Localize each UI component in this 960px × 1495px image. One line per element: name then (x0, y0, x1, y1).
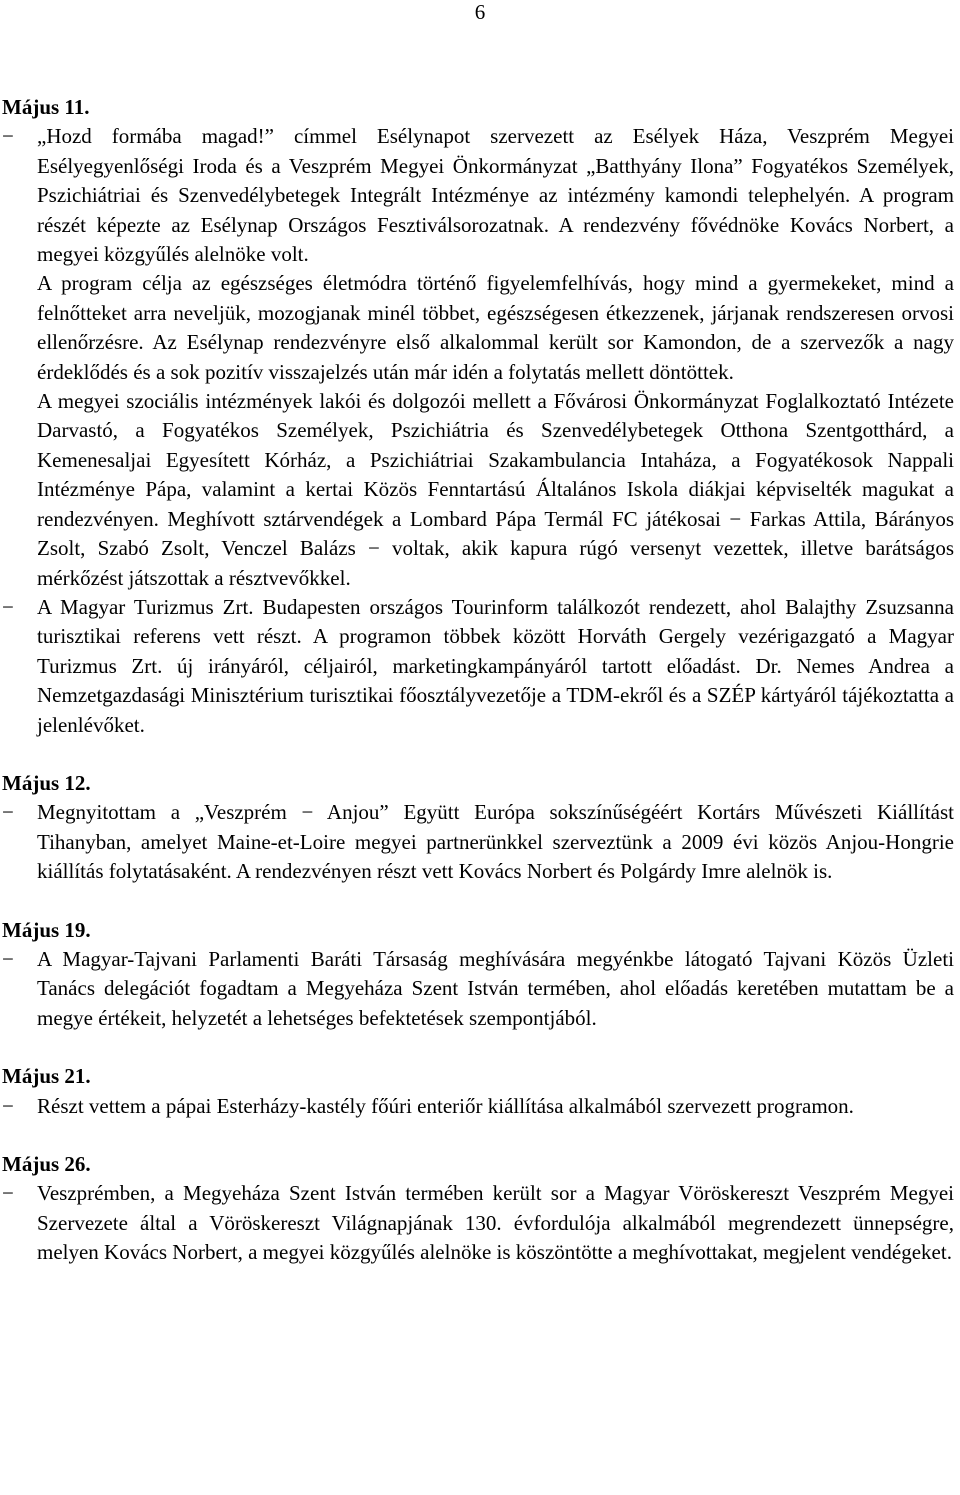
list-item (2, 1092, 954, 1121)
dash-bullet: − (2, 1093, 14, 1118)
list-item (2, 593, 954, 740)
section-may-21 (2, 1062, 954, 1121)
date-heading: Május 21. (2, 1064, 91, 1089)
paragraph: Megnyitottam a „Veszprém − Anjou” Együtt Európa sokszínűségéért Kortárs Művészeti Kiállítást Tihanyban, amelyet Maine-et-Loire megyei partnerünkkel szerveztünk a 2009 évi közös Anjou-Hongrie kiállítás folytatásaként. A rendezvényen részt vett Kovács Norbert és Polgárdy Imre alelnök is. (37, 800, 954, 884)
paragraph: A Magyar Turizmus Zrt. Budapesten országos Tourinform találkozót rendezett, ahol Balajthy Zsuzsanna turisztikai referens vett részt. A programon többek között Horváth Gergely vezérigazgató a Magyar Turizmus Zrt. új irányáról, céljairól, marketingkampányáról tartott előadást. Dr. Nemes Andrea a Nemzetgazdasági Minisztérium turisztikai főosztályvezetője a TDM-ekről és a SZÉP kártyáról tájékoztatta a jelenlévőket. (37, 594, 954, 737)
paragraph: Részt vettem a pápai Esterházy-kastély főúri enteriőr kiállítása alkalmából szervezett programon. (37, 1093, 854, 1118)
date-heading: Május 26. (2, 1152, 91, 1176)
page-number: 6 (474, 0, 486, 24)
paragraph: „Hozd formába magad!” címmel Esélynapot szervezett az Esélyek Háza, Veszprém Megyei Esélyegyenlőségi Iroda és a Veszprém Megyei Önkormányzat „Batthyány Ilona” Fogyatékos Személyek, Pszichiátriai és Szenvedélybetegek Integrált Intézménye az intézmény kamondi telephelyén. A program részét képezte az Esélynap Országos Fesztiválsorozatnak. A rendezvény fővédnöke Kovács Norbert, a megyei közgyűlés alelnöke volt. (37, 124, 954, 267)
dash-bullet: − (2, 800, 14, 825)
dash-bullet: − (2, 594, 14, 619)
date-heading: Május 11. (2, 95, 90, 119)
document-body (2, 93, 954, 1268)
section-may-11 (2, 93, 954, 740)
section-may-19 (2, 916, 954, 1034)
dash-bullet: − (2, 1181, 14, 1206)
paragraph: A Magyar-Tajvani Parlamenti Baráti Társaság meghívására megyénkbe látogató Tajvani Közös Üzleti Tanács delegációt fogadtam a Megyeháza Szent István termében, ahol előadás keretében mutattam be a megye értékeit, helyzetét a lehetséges befektetések szempontjából. (37, 946, 954, 1030)
date-heading: Május 12. (2, 770, 91, 795)
dash-bullet: − (2, 946, 14, 971)
paragraph: A program célja az egészséges életmódra történő figyelemfelhívás, hogy mind a gyermekeket, mind a felnőtteket arra neveljük, mozogjanak minél többet, egészségesen étkezzenek, járjanak rendszeresen orvosi ellenőrzésre. Az Esélynap rendezvényre első alkalommal került sor Kamondon, de a szervezők a nagy érdeklődés és a sok pozitív visszajelzés után már idén a folytatás mellett döntöttek. (37, 271, 954, 384)
list-item (2, 945, 954, 1033)
list-item (2, 122, 954, 269)
list-item (2, 798, 954, 886)
dash-bullet: − (2, 124, 14, 149)
section-may-26 (2, 1150, 954, 1268)
list-item (2, 1179, 954, 1267)
paragraph: Veszprémben, a Megyeháza Szent István termében került sor a Magyar Vöröskereszt Veszprém Megyei Szervezete által a Vöröskereszt Világnapjának 130. évfordulója alkalmából megrendezett ünnepségre, melyen Kovács Norbert, a megyei közgyűlés alelnöke is köszöntötte a meghívottakat, megjelent vendégeket. (37, 1181, 954, 1265)
section-may-12 (2, 769, 954, 887)
paragraph: A megyei szociális intézmények lakói és dolgozói mellett a Fővárosi Önkormányzat Foglalkoztató Intézete Darvastó, a Fogyatékos Személyek, Pszichiátria és Szenvedélybetegek Otthona Szentgotthárd, a Kemenesaljai Egyesített Kórház, a Pszichiátriai Szakambulancia Intaháza, a Fogyatékosok Nappali Intézménye Pápa, valamint a kertai Közös Fenntartású Általános Iskola diákjai képviselték magukat a rendezvényen. Meghívott sztárvendégek a Lombard Pápa Termál FC játékosai − Farkas Attila, Bárányos Zsolt, Szabó Zsolt, Venczel Balázs − voltak, akik kapura rúgó versenyt vezettek, illetve barátságos mérkőzést játszottak a résztvevőkkel. (37, 389, 954, 590)
date-heading: Május 19. (2, 917, 91, 942)
